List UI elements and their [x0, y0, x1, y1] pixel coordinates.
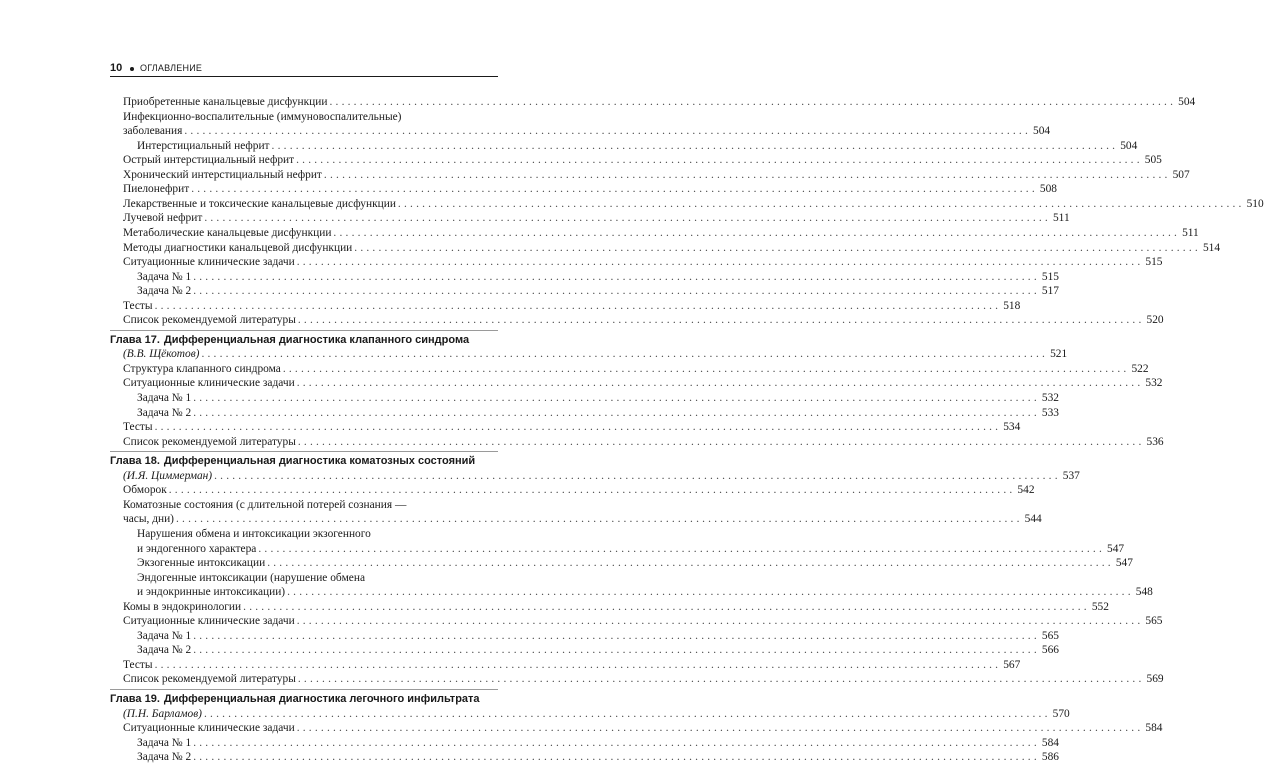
- toc-entry-title: Задача № 2: [137, 406, 192, 419]
- dot-leader: ............................................................................................................................................: [204, 212, 1051, 225]
- toc-page-number: 552: [1091, 600, 1109, 613]
- toc-page-number: 565: [1041, 629, 1059, 642]
- toc-entry-title: и эндокринные интоксикации): [137, 586, 286, 599]
- toc-entry-title: Метаболические канальцевые дисфункции: [123, 226, 332, 239]
- dot-leader: ............................................................................................................................................: [193, 285, 1040, 298]
- toc-entry-title: Эндогенные интоксикации (нарушение обмена: [137, 571, 366, 584]
- toc-entry: [123, 600, 1109, 614]
- toc-page-number: 515: [1145, 256, 1163, 269]
- chapter-title: Дифференциальная диагностика коматозных состояний: [163, 455, 476, 468]
- toc-entry: [123, 469, 1080, 483]
- toc-entry: [137, 643, 1059, 657]
- toc-entry: [137, 391, 1059, 405]
- toc-page-number: 522: [1131, 362, 1149, 375]
- toc-entry: [123, 226, 1199, 240]
- dot-leader: ............................................................................................................................................: [193, 629, 1040, 642]
- dot-leader: ............................................................................................................................................: [193, 270, 1040, 283]
- dot-leader: ............................................................................................................................................: [282, 362, 1130, 375]
- toc-entry: [123, 512, 1042, 526]
- toc-entry: [123, 376, 1163, 390]
- toc-entry: [137, 556, 1133, 570]
- toc-entry-title: Интерстициальный нефрит: [137, 139, 270, 152]
- toc-entry-title: Структура клапанного синдрома: [123, 362, 281, 375]
- dot-leader: ............................................................................................................................................: [201, 348, 1049, 361]
- toc-page-number: 517: [1041, 285, 1059, 298]
- dot-leader: ............................................................................................................................................: [296, 154, 1143, 167]
- toc-page-number: 567: [1003, 658, 1021, 671]
- toc-entry: [123, 721, 1163, 735]
- toc-entry: [137, 284, 1059, 298]
- toc-entry: [123, 197, 1264, 211]
- chapter-author: (П.Н. Барламов): [123, 707, 202, 720]
- toc-page-number: 515: [1041, 270, 1059, 283]
- toc-page-number: 507: [1172, 168, 1190, 181]
- toc-page-number: 505: [1144, 154, 1162, 167]
- dot-leader: ............................................................................................................................................: [184, 125, 1032, 138]
- toc-page-number: 518: [1003, 299, 1021, 312]
- dot-leader: ............................................................................................................................................: [258, 542, 1106, 555]
- toc-entry: [137, 629, 1059, 643]
- page-header: [110, 62, 498, 76]
- toc-entry: [123, 313, 1164, 327]
- chapter-author: (И.Я. Циммерман): [123, 469, 213, 482]
- toc-entry-title: часы, дни): [123, 513, 174, 526]
- toc-entry-title: Задача № 1: [137, 736, 192, 749]
- chapter-author: (В.В. Щёкотов): [123, 348, 200, 361]
- toc-entry-title: заболевания: [123, 125, 183, 138]
- toc-entry: [123, 255, 1163, 269]
- toc-entry: [123, 707, 1070, 721]
- chapter-separator: [110, 330, 498, 331]
- bullet-icon: [130, 67, 134, 71]
- toc-entry: [123, 658, 1021, 672]
- toc-entry: [123, 168, 1190, 182]
- dot-leader: ............................................................................................................................................: [193, 406, 1040, 419]
- toc-entry: [137, 736, 1059, 750]
- toc-entry-title: Список рекомендуемой литературы: [123, 435, 296, 448]
- toc-page-number: 532: [1145, 377, 1163, 390]
- toc-page-number: 504: [1033, 125, 1051, 138]
- toc-page-number: 532: [1041, 392, 1059, 404]
- toc-entry-title: Список рекомендуемой литературы: [123, 673, 296, 686]
- dot-leader: ............................................................................................................................................: [397, 197, 1245, 210]
- toc-entry-title: Ситуационные клинические задачи: [123, 615, 295, 628]
- toc-entry-title: Экзогенные интоксикации: [137, 557, 266, 570]
- chapter-label: Глава 18.: [110, 455, 160, 468]
- toc-entry-continued: [137, 571, 498, 585]
- dot-leader: ............................................................................................................................................: [154, 299, 1002, 312]
- toc-entry-title: Тесты: [123, 658, 153, 671]
- toc-entry-title: Ситуационные клинические задачи: [123, 256, 295, 269]
- toc-page-number: 547: [1107, 542, 1125, 555]
- toc-page-number: 570: [1052, 707, 1070, 720]
- toc-entry-title: Коматозные состояния (с длительной потерей сознания —: [123, 498, 407, 511]
- toc-entry-title: Список рекомендуемой литературы: [123, 314, 296, 327]
- toc-page-number: 537: [1062, 469, 1080, 482]
- toc-page-number: 514: [1202, 241, 1221, 254]
- toc-entry-title: Тесты: [123, 299, 153, 312]
- dot-leader: ............................................................................................................................................: [296, 615, 1144, 628]
- toc-page-number: 504: [1178, 96, 1196, 108]
- dot-leader: ............................................................................................................................................: [297, 314, 1145, 327]
- dot-leader: ............................................................................................................................................: [333, 226, 1181, 239]
- page-number: 10: [110, 62, 123, 74]
- toc-entry: [137, 270, 1059, 284]
- toc-entry: [123, 483, 1035, 497]
- toc-entry: [123, 435, 1164, 449]
- dot-leader: ............................................................................................................................................: [168, 484, 1016, 497]
- toc-entry-title: Задача № 1: [137, 270, 192, 283]
- chapter-separator: [110, 689, 498, 690]
- toc-entry: [137, 750, 1059, 764]
- toc-page-number: 584: [1145, 722, 1163, 735]
- dot-leader: ............................................................................................................................................: [203, 707, 1051, 720]
- toc-entry: [123, 672, 1164, 686]
- toc-page-number: 536: [1146, 435, 1164, 448]
- toc-page-number: 584: [1041, 736, 1059, 749]
- toc-page-number: 521: [1050, 348, 1068, 361]
- dot-leader: ............................................................................................................................................: [154, 421, 1002, 434]
- toc-entry: [123, 211, 1070, 225]
- chapter-heading: [110, 333, 498, 347]
- toc-entry-continued: [123, 498, 498, 512]
- toc-entry: [123, 347, 1068, 361]
- toc-page-number: 548: [1135, 586, 1153, 599]
- toc-entry-title: Лекарственные и токсические канальцевые дисфункции: [123, 197, 396, 210]
- dot-leader: ............................................................................................................................................: [243, 600, 1090, 613]
- dot-leader: ............................................................................................................................................: [354, 241, 1201, 254]
- dot-leader: ............................................................................................................................................: [297, 435, 1145, 448]
- chapter-label: Глава 17.: [110, 333, 160, 346]
- toc-entry: [123, 182, 1057, 196]
- toc-page-number: 533: [1041, 406, 1059, 419]
- dot-leader: ............................................................................................................................................: [296, 722, 1144, 735]
- toc-entry-title: Пиелонефрит: [123, 183, 190, 196]
- toc-entry: [123, 299, 1021, 313]
- toc-entry-title: Лучевой нефрит: [123, 212, 203, 225]
- toc-page-number: 511: [1182, 226, 1199, 239]
- chapter-heading: [110, 692, 498, 706]
- dot-leader: ............................................................................................................................................: [323, 168, 1171, 181]
- header-rule: [110, 76, 498, 77]
- toc-page-number: 586: [1041, 751, 1059, 764]
- toc-entry-title: Острый интерстициальный нефрит: [123, 154, 295, 167]
- chapter-title: Дифференциальная диагностика клапанного синдрома: [163, 333, 470, 346]
- chapter-heading: [110, 454, 498, 468]
- toc-page-number: 508: [1039, 183, 1057, 196]
- toc-entry: [123, 95, 1196, 109]
- toc-page-number: 534: [1003, 421, 1021, 434]
- toc-entry-title: Задача № 1: [137, 629, 192, 642]
- toc-entry: [123, 362, 1149, 376]
- toc-entry-title: Ситуационные клинические задачи: [123, 722, 295, 735]
- dot-leader: ............................................................................................................................................: [214, 469, 1061, 482]
- toc-entry-title: Тесты: [123, 421, 153, 434]
- toc-entry: [137, 542, 1125, 556]
- toc-entry-title: Задача № 2: [137, 644, 192, 657]
- toc-page-number: 511: [1052, 212, 1070, 225]
- dot-leader: ............................................................................................................................................: [329, 96, 1177, 108]
- toc-entry-title: Задача № 1: [137, 392, 192, 404]
- dot-leader: ............................................................................................................................................: [297, 673, 1145, 686]
- toc-entry: [123, 241, 1221, 255]
- toc-page-number: 547: [1115, 557, 1133, 570]
- toc-entry-title: Обморок: [123, 484, 167, 497]
- toc-page-number: 542: [1017, 484, 1035, 497]
- toc-entry-continued: [123, 110, 498, 124]
- toc-entry-title: и эндогенного характера: [137, 542, 257, 555]
- toc-entry-title: Задача № 2: [137, 285, 192, 298]
- chapter-title: Дифференциальная диагностика легочного инфильтрата: [163, 693, 480, 705]
- chapter-separator: [110, 451, 498, 452]
- dot-leader: ............................................................................................................................................: [296, 377, 1144, 390]
- dot-leader: ............................................................................................................................................: [191, 183, 1038, 196]
- chapter-label: Глава 19.: [110, 693, 160, 705]
- dot-leader: ............................................................................................................................................: [271, 139, 1119, 152]
- toc-entry: [123, 124, 1051, 138]
- toc-entry-title: Приобретенные канальцевые дисфункции: [123, 96, 328, 108]
- dot-leader: ............................................................................................................................................: [175, 513, 1023, 526]
- dot-leader: ............................................................................................................................................: [154, 658, 1002, 671]
- toc-entry-title: Нарушения обмена и интоксикации экзогенного: [137, 527, 371, 540]
- toc-page-number: 566: [1041, 644, 1059, 657]
- toc-page-number: 520: [1146, 314, 1164, 327]
- toc-page-number: 565: [1145, 615, 1163, 628]
- dot-leader: ............................................................................................................................................: [193, 736, 1040, 749]
- toc-page-number: 504: [1120, 139, 1138, 152]
- toc-entry-title: Хронический интерстициальный нефрит: [123, 168, 322, 181]
- toc-entry: [123, 420, 1021, 434]
- dot-leader: ............................................................................................................................................: [193, 751, 1040, 764]
- toc-entry-title: Методы диагностики канальцевой дисфункции: [123, 241, 353, 254]
- dot-leader: ............................................................................................................................................: [193, 644, 1040, 657]
- dot-leader: ............................................................................................................................................: [267, 557, 1114, 570]
- toc-entry: [137, 139, 1138, 153]
- toc-page-number: 569: [1146, 673, 1164, 686]
- running-head-title: ОГЛАВЛЕНИЕ: [140, 63, 203, 73]
- toc-page-number: 510: [1246, 197, 1264, 210]
- toc-page-number: 544: [1024, 513, 1042, 526]
- toc-entry-continued: [137, 527, 498, 541]
- toc-entry-title: Комы в эндокринологии: [123, 600, 242, 613]
- toc-entry: [137, 585, 1153, 599]
- dot-leader: ............................................................................................................................................: [287, 586, 1134, 599]
- toc-entry: [123, 614, 1163, 628]
- toc-entry: [137, 406, 1059, 420]
- toc-entry-title: Задача № 2: [137, 751, 192, 764]
- dot-leader: ............................................................................................................................................: [296, 256, 1144, 269]
- toc-entry-title: Инфекционно-воспалительные (иммуновоспалительные): [123, 110, 402, 123]
- toc-entry: [123, 153, 1162, 167]
- dot-leader: ............................................................................................................................................: [193, 392, 1040, 404]
- toc-entry-title: Ситуационные клинические задачи: [123, 377, 295, 390]
